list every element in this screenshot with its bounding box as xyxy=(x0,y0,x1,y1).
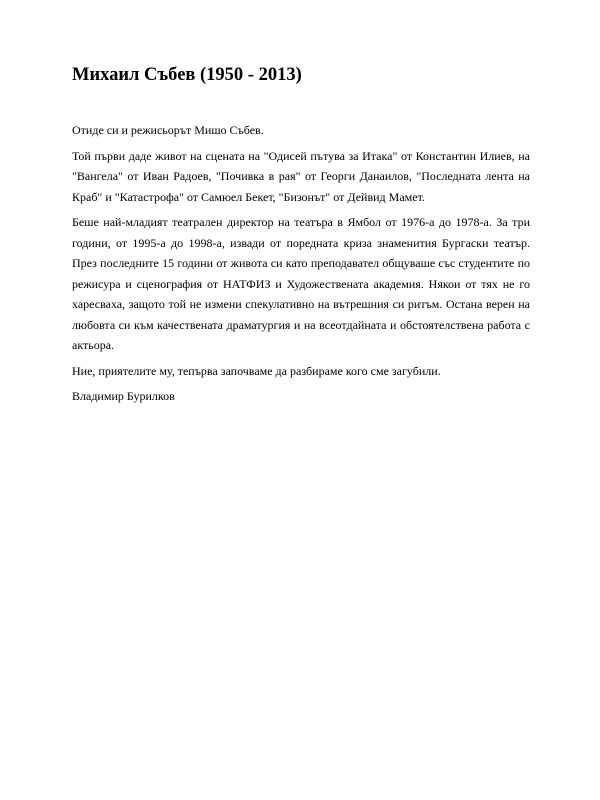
paragraph-premieres: Той първи даде живот на сцената на "Одисей пътува за Итака" от Константин Илиев, на "Вангела" от Иван Радоев, "Почивка в рая" от Георги Данаилов, "Последната лента на Краб" и "Катастрофа" от Самюел Бекет, "Бизонът" от Дейвид Мамет. xyxy=(72,148,530,204)
paragraph-intro: Отиде си и режисьорът Мишо Събев. xyxy=(72,123,264,137)
paragraph-friends: Ние, приятелите му, тепърва започваме да разбираме кого сме загубили. xyxy=(72,363,441,378)
paragraph-career: Беше най-младият театрален директор на театъра в Ямбол от 1976-а до 1978-а. За три години, от 1995-а до 1998-а, извади от поредната криза знаменития Бургаски театър. През последните 15 години от живота си като преподавател общуваше със студентите по режисура и сценография от НАТФИЗ и Художествената академия. Някои от тях не го харесваха, защото той не измени спекулативно на вътрешния си ритъм. Остана верен на любовта си към качествената драматургия и на всеотдайната и обстоятелствена работа с актьора. xyxy=(72,215,530,352)
document-title: Михаил Събев (1950 - 2013) xyxy=(72,65,302,85)
author-signature: Владимир Бурилков xyxy=(72,389,175,403)
document-page xyxy=(72,64,530,412)
